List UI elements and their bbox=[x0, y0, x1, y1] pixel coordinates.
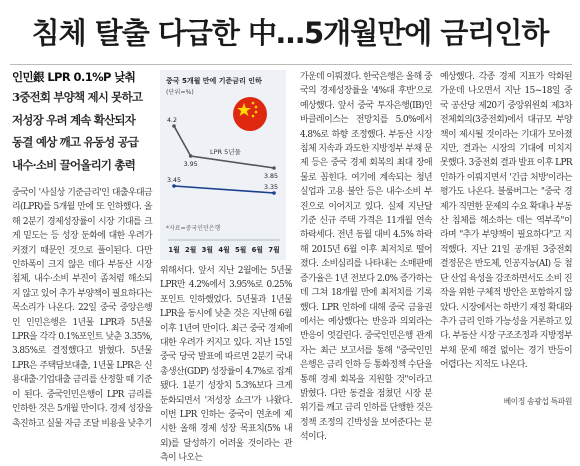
chart-source-note: *자료=중국인민은행 bbox=[166, 225, 221, 232]
kicker: 인민銀 LPR 0.1%P 낮춰 bbox=[12, 70, 136, 84]
article-column-4 bbox=[440, 70, 572, 410]
paragraph-3: 가운데 이뤄졌다. 한국은행은 올해 중국의 경제성장률을 '4%대 후반'으로 예상했다. 앞서 중국 투자은행(IB)인 바클레이스는 전망치를 5.0%에서 4.8%로 하향 조정했다. 부동산 시장 침체 지속과 과도한 지방정부 부채 문제 등은 중국 경제 회복의 최대 장애물로 꼽힌다. 여기에 계속되는 청년 실업과 고용 불안 등은 내수·소비 부진으로 이어지고 있다. 실제 지난달 기준 신규 주택 가격은 11개월 연속 하락세다. 전년 동월 대비 4.5% 하락해 2015년 6월 이후 최저치로 떨어졌다. 소비심리를 나타내는 소매판매 증가율은 1년 전보다 2.0% 증가하는 데 그쳐 18개월 만에 최저치를 기록했다. LPR 인하에 대해 중국 금융권에서는 예상했다는 반응과 의외라는 반응이 엇갈린다. 중국인민은행 관계자는 최근 보고서를 통해 "중국인민은행은 금리 인하 등 통화정책 수단을 통해 경제 회복을 지원할 것"이라고 밝혔다. 다만 동결을 점쳤던 시장 분위기를 깨고 금리 인하를 단행한 것은 정책 조정의 긴박성을 보여준다는 분석이다. bbox=[300, 72, 432, 443]
data-point bbox=[172, 184, 176, 188]
subhead-4: 내수·소비 끌어올리기 총력 bbox=[12, 157, 136, 172]
x-tick-label: 3월 bbox=[201, 246, 213, 254]
data-label: 3.45 bbox=[167, 177, 182, 184]
article-column-3 bbox=[300, 70, 432, 443]
article-column-2 bbox=[160, 264, 292, 464]
subheads bbox=[12, 86, 154, 176]
china-flag bbox=[233, 97, 267, 131]
data-label: 3.95 bbox=[183, 161, 198, 168]
rate-chart bbox=[160, 70, 286, 260]
data-label: 4.2 bbox=[167, 117, 178, 124]
data-point bbox=[272, 166, 276, 170]
chart-title: 중국 5개월 만에 기준금리 인하 bbox=[166, 77, 262, 85]
flag-small-star-icon bbox=[252, 115, 255, 118]
chart-unit: (단위=%) bbox=[166, 89, 194, 96]
x-tick-label: 4월 bbox=[218, 246, 230, 254]
subhead-2: 저성장 우려 계속 확산되자 bbox=[12, 112, 136, 127]
flag-field bbox=[233, 97, 267, 131]
x-tick-label: 5월 bbox=[235, 246, 247, 254]
x-tick-label: 7월 bbox=[268, 246, 280, 254]
x-tick-label: 2월 bbox=[185, 246, 197, 254]
rate-chart-svg bbox=[160, 70, 286, 260]
subhead-3: 동결 예상 깨고 유동성 공급 bbox=[12, 135, 139, 149]
headline: 침체 탈출 다급한 中…5개월만에 금리인하 bbox=[31, 15, 549, 50]
flag-small-star-icon bbox=[255, 106, 258, 109]
paragraph-4: 예상했다. 각종 경제 지표가 악화된 가운데 나오면서 지난 15~18일 중국 공산당 제20기 중앙위원회 제3차 전체회의(3중전회)에서 대규모 부양책이 제시될 것이라는 기대가 모아졌지만, 결과는 시장의 기대에 미치지 못했다. 3중전회 결과 발표 이후 LPR 인하가 이뤄지면서 '긴급 처방'이라는 평가도 나온다. 블룸버그는 "중국 경제가 직면한 문제의 수요 확대나 부동산 침체를 해소하는 데는 역부족"이라며 "추가 부양책이 필요하다"고 지적했다. 지난 21일 공개된 3중전회 결정문은 반도체, 인공지능(AI) 등 첨단 산업 육성을 강조하면서도 소비 진작을 위한 구체적 방안은 포함하지 않았다. 시장에서는 하반기 재정 확대와 추가 금리 인하 가능성을 거론하고 있다. 부동산 시장 구조조정과 지방정부 부채 문제 해결 없이는 경기 반등이 어렵다는 지적도 나온다. bbox=[440, 72, 572, 371]
flag-small-star-icon bbox=[252, 102, 255, 105]
data-label: 3.35 bbox=[264, 184, 279, 191]
data-label: 3.85 bbox=[264, 173, 279, 180]
byline: 베이징 송광섭 특파원 bbox=[503, 397, 572, 406]
data-point bbox=[172, 124, 176, 128]
article-column-1 bbox=[12, 186, 152, 429]
x-tick-label: 6월 bbox=[251, 246, 263, 254]
data-point bbox=[189, 154, 193, 158]
series-label-5y: LPR 5년물 bbox=[210, 148, 241, 156]
x-tick-label: 1월 bbox=[168, 246, 180, 254]
paragraph-2: 위해서다. 앞서 지난 2월에는 5년물 LPR만 4.2%에서 3.95%로 0.25%포인트 인하했었다. 5년물과 1년물 LPR을 동시에 낮춘 것은 지난해 6월 이후 1년여 만이다. 최근 중국 경제에 대한 우려가 커지고 있다. 지난 15일 중국 당국 발표에 따르면 2분기 국내총생산(GDP) 성장률이 4.7%로 집계됐다. 1분기 성장치 5.3%보다 크게 둔화되면서 '저성장 쇼크'가 나왔다. 이번 LPR 인하는 중국이 연초에 제시한 올해 경제 성장 목표치(5% 내외)를 달성하기 어려울 것이라는 관측이 나오는 bbox=[160, 266, 292, 464]
data-point bbox=[272, 191, 276, 195]
paragraph-1: 중국이 '사실상 기준금리'인 대출우대금리(LPR)를 5개월 만에 또 인하했다. 올해 2분기 경제성장률이 시장 기대를 크게 밑도는 등 성장 둔화에 대한 우려가 커졌기 때문인 것으로 풀이된다. 다만 인하폭이 크지 않은 데다 부동산 시장 침체, 내수·소비 부진이 좀처럼 해소되지 않고 있어 추가 부양책이 필요하다는 목소리가 나온다. 22일 중국 중앙은행인 인민은행은 1년물 LPR과 5년물 LPR을 각각 0.1%포인트 낮춘 3.35%, 3.85%로 결정했다고 밝혔다. 5년물 LPR은 주택담보대출, 1년물 LPR은 신용대출·기업대출 금리를 산정할 때 기준이 된다. 중국인민은행이 LPR 금리를 인하한 것은 5개월 만이다. 경제 성장을 촉진하고 실물 자금 조달 비용을 낮추기 bbox=[12, 188, 152, 429]
subhead-1: 3중전회 부양책 제시 못하고 bbox=[12, 90, 143, 104]
headline-divider bbox=[10, 64, 572, 65]
flag-small-star-icon bbox=[255, 111, 258, 114]
